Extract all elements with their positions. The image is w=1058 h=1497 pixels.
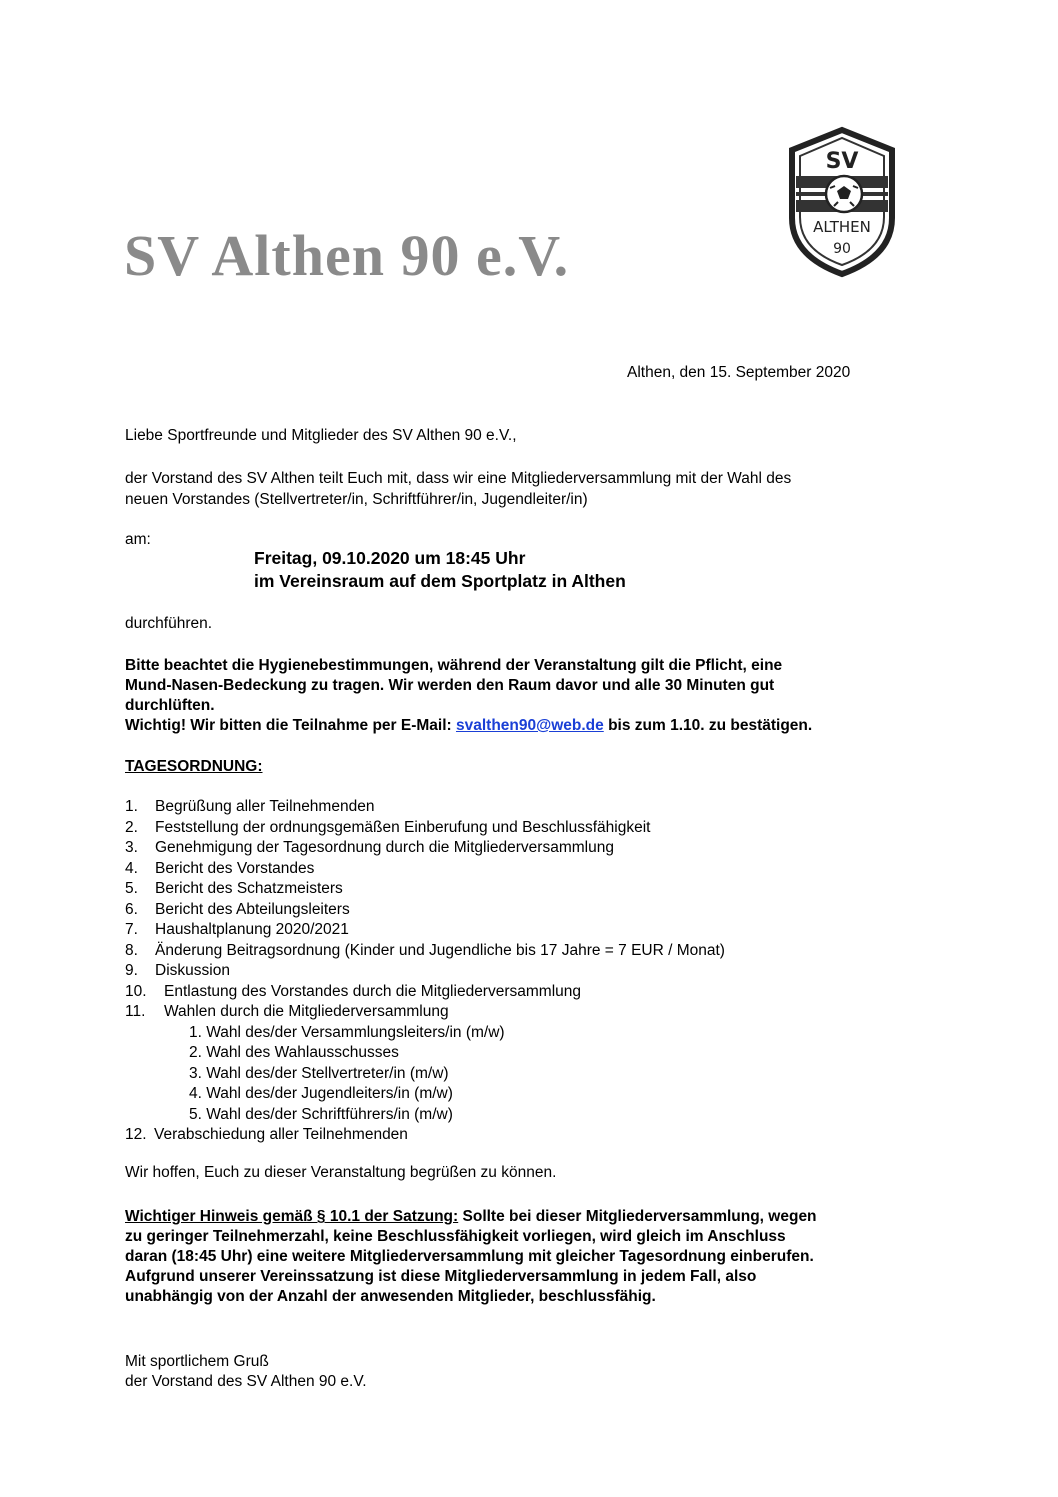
notice-line-1: Wichtiger Hinweis gemäß § 10.1 der Satzung: Sollte bei dieser Mitgliederversammlung, wegen [125,1208,817,1225]
event-location: im Vereinsraum auf dem Sportplatz in Althen [254,571,626,591]
agenda-subitem: 4. Wahl des/der Jugendleiters/in (m/w) [189,1085,453,1102]
notice-line-2: zu geringer Teilnehmerzahl, keine Beschlussfähigkeit vorliegen, wird gleich im Anschluss [125,1228,786,1245]
hygiene-line-1: Bitte beachtet die Hygienebestimmungen, während der Veranstaltung gilt die Pflicht, eine [125,657,783,674]
rsvp-line [125,716,812,737]
hygiene-line-3: durchlüften. [125,697,215,714]
agenda-item: 4. Bericht des Vorstandes [125,859,315,877]
carry-out-text: durchführen. [125,615,213,632]
notice-label: Wichtiger Hinweis gemäß § 10.1 der Satzung: [125,1208,459,1225]
closing-line-2: der Vorstand des SV Althen 90 e.V. [125,1373,367,1390]
logo-text-year: 90 [833,241,851,257]
event-datetime: Freitag, 09.10.2020 um 18:45 Uhr [254,548,526,568]
agenda-heading: TAGESORDNUNG: [125,758,263,775]
agenda-item: 9. Diskussion [125,962,230,979]
rsvp-text-after: bis zum 1.10. zu bestätigen. [603,717,813,734]
notice-line-5: unabhängig von der Anzahl der anwesenden Mitglieder, beschlussfähig. [125,1288,656,1305]
greeting: Liebe Sportfreunde und Mitglieder des SV Althen 90 e.V., [125,427,517,444]
intro-line-1: der Vorstand des SV Althen teilt Euch mit, dass wir eine Mitgliederversammlung mit der Wahl des [125,470,792,487]
am-label: am: [125,531,151,548]
hygiene-line-2: Mund-Nasen-Bedeckung zu tragen. Wir werden den Raum davor und alle 30 Minuten gut [125,677,775,694]
agenda-subitem: 5. Wahl des/der Schriftführers/in (m/w) [189,1105,453,1123]
notice-line-3: daran (18:45 Uhr) eine weitere Mitgliederversammlung mit gleicher Tagesordnung einberufen. [125,1248,814,1265]
agenda-item: 1. Begrüßung aller Teilnehmenden [125,798,375,815]
email-link[interactable]: svalthen90@web.de [455,717,604,734]
letter-date: Althen, den 15. September 2020 [627,364,851,381]
agenda-subitem: 2. Wahl des Wahlausschusses [189,1044,399,1061]
intro-line-2: neuen Vorstandes (Stellvertreter/in, Schriftführer/in, Jugendleiter/in) [125,491,588,508]
logo-text-sv: SV [825,149,859,174]
agenda-item: 7. Haushaltplanung 2020/2021 [125,921,349,938]
hope-text: Wir hoffen, Euch zu dieser Veranstaltung begrüßen zu können. [125,1164,557,1181]
notice-line-4: Aufgrund unserer Vereinssatzung ist diese Mitgliederversammlung in jedem Fall, also [125,1268,757,1285]
agenda-item: 10. Entlastung des Vorstandes durch die Mitgliederversammlung [125,982,582,1000]
agenda-item: 5. Bericht des Schatzmeisters [125,880,343,897]
agenda-item: 3. Genehmigung der Tagesordnung durch die Mitgliederversammlung [125,839,614,856]
agenda-item: 8. Änderung Beitragsordnung (Kinder und Jugendliche bis 17 Jahre = 7 EUR / Monat) [125,941,725,959]
rsvp-text-before: Wichtig! Wir bitten die Teilnahme per E-Mail: [125,717,456,734]
logo-text-althen: ALTHEN [813,218,871,236]
agenda-list [125,797,725,1146]
agenda-item: 12. Verabschiedung aller Teilnehmenden [125,1126,408,1143]
club-crest-logo [778,126,906,278]
club-title: SV Althen 90 e.V. [124,223,570,288]
agenda-item: 6. Bericht des Abteilungsleiters [125,900,350,918]
agenda-subitem: 1. Wahl des/der Versammlungsleiters/in (m/w) [189,1023,505,1041]
agenda-subitem: 3. Wahl des/der Stellvertreter/in (m/w) [189,1064,449,1082]
closing-line-1: Mit sportlichem Gruß [125,1353,269,1370]
agenda-item: 2. Feststellung der ordnungsgemäßen Einberufung und Beschlussfähigkeit [125,818,651,836]
agenda-item: 11. Wahlen durch die Mitgliederversammlung [125,1003,449,1020]
